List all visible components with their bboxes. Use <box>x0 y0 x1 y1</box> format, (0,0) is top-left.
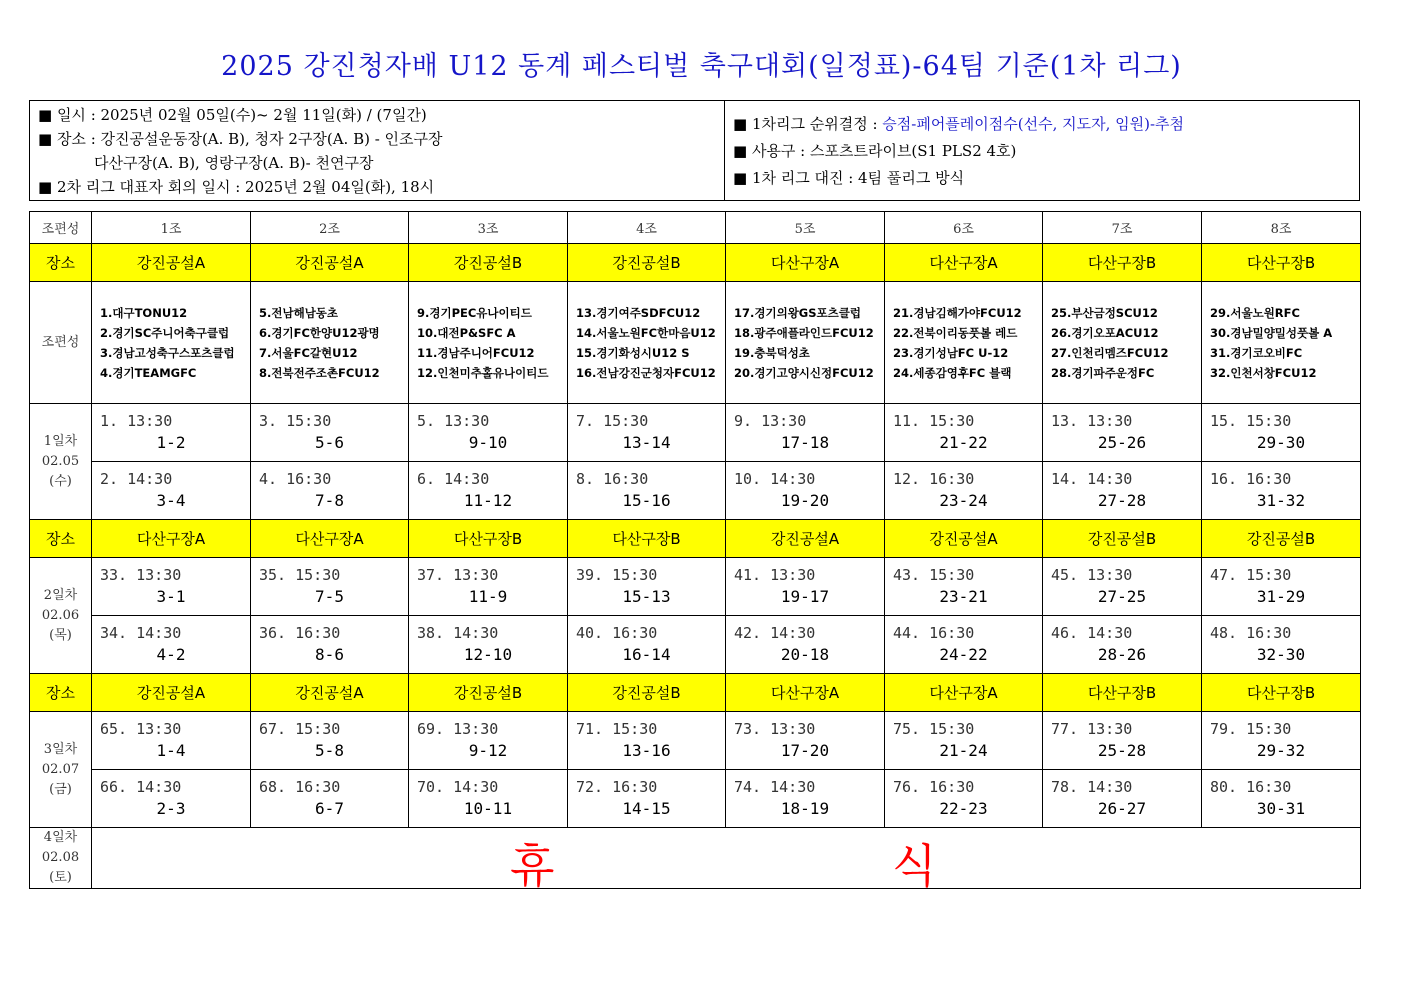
team-name: 18.광주애플라인드FCU12 <box>734 325 874 340</box>
match-time: 79. 15:30 <box>1210 720 1292 738</box>
match-pair: 25-26 <box>1097 433 1147 452</box>
match-pair: 15-13 <box>622 587 671 606</box>
venue-cell: 강진공설B <box>1202 520 1361 558</box>
day-label <box>30 558 92 674</box>
info-format: ■ 1차 리그 대진 : 4팀 풀리그 방식 <box>733 169 965 187</box>
match-pair: 21-24 <box>939 741 988 760</box>
match-time: 16. 16:30 <box>1210 470 1292 488</box>
match-cell <box>251 558 409 616</box>
match-cell <box>1043 462 1202 520</box>
match-cell <box>251 712 409 770</box>
group-header: 1조 <box>92 212 251 244</box>
venue-cell: 다산구장B <box>1043 244 1202 282</box>
match-time: 6. 14:30 <box>417 470 490 488</box>
venue-cell: 강진공설B <box>409 674 568 712</box>
team-list-cell <box>1043 282 1202 404</box>
info-left <box>30 101 725 200</box>
team-list <box>251 303 408 383</box>
match-cell <box>1202 770 1361 828</box>
team-name: 20.경기고양시신정FCU12 <box>734 365 874 380</box>
match-cell <box>885 616 1043 674</box>
match-cell <box>409 404 568 462</box>
teams-label: 조편성 <box>30 282 92 404</box>
day-label-line: 02.07 <box>41 761 80 777</box>
schedule-table <box>29 211 1361 893</box>
day-label-line: (목) <box>49 627 72 643</box>
venue-label: 장소 <box>30 520 92 558</box>
match-time: 12. 16:30 <box>893 470 975 488</box>
match-time: 80. 16:30 <box>1210 778 1292 796</box>
day-label-line: (수) <box>49 473 72 489</box>
match-row <box>30 616 1361 674</box>
match-pair: 17-18 <box>780 433 830 452</box>
match-pair: 11-9 <box>468 587 508 606</box>
match-pair: 9-12 <box>468 741 508 760</box>
team-name: 24.세종감영후FC 블랙 <box>893 365 1012 380</box>
match-pair: 30-31 <box>1256 799 1306 818</box>
match-pair: 21-22 <box>939 433 988 452</box>
rest-char-2: 식 <box>892 839 937 893</box>
team-name: 23.경기성남FC U-12 <box>893 345 1009 360</box>
match-time: 9. 13:30 <box>734 412 807 430</box>
match-cell <box>1202 712 1361 770</box>
team-list <box>92 303 250 383</box>
day-label <box>30 712 92 828</box>
match-time: 46. 14:30 <box>1051 624 1133 642</box>
match-pair: 19-20 <box>780 491 830 510</box>
rest-day-label-line: 4일차 <box>43 830 78 845</box>
match-time: 36. 16:30 <box>259 624 341 642</box>
team-name: 10.대전P&SFC A <box>417 325 516 340</box>
match-pair: 12-10 <box>463 645 513 664</box>
match-pair: 20-18 <box>780 645 830 664</box>
venue-cell: 다산구장B <box>568 520 726 558</box>
match-cell <box>568 712 726 770</box>
team-name: 17.경기의왕GS포츠클럽 <box>734 305 861 320</box>
match-time: 15. 15:30 <box>1210 412 1292 430</box>
day-label-line: 02.06 <box>41 607 80 623</box>
match-pair: 23-24 <box>939 491 988 510</box>
match-time: 5. 13:30 <box>417 412 490 430</box>
rest-char-1: 휴 <box>510 839 555 893</box>
team-name: 25.부산금정SCU12 <box>1051 305 1158 320</box>
info-meeting: ■ 2차 리그 대표자 회의 일시 : 2025년 2월 04일(화), 18시 <box>38 178 435 196</box>
rest-row <box>30 828 1361 889</box>
rest-day-label-line: (토) <box>49 870 72 885</box>
venue-cell: 강진공설A <box>92 674 251 712</box>
team-name: 32.인천서창FCU12 <box>1210 365 1317 380</box>
group-header: 5조 <box>726 212 885 244</box>
match-cell <box>726 462 885 520</box>
team-name: 4.경기TEAMGFC <box>100 365 197 380</box>
group-header: 4조 <box>568 212 726 244</box>
match-cell <box>885 404 1043 462</box>
match-cell <box>92 712 251 770</box>
match-pair: 8-6 <box>315 645 344 664</box>
match-cell <box>726 558 885 616</box>
match-time: 66. 14:30 <box>100 778 182 796</box>
team-name: 3.경남고성축구스포츠클럽 <box>100 345 235 360</box>
day-label <box>30 404 92 520</box>
match-time: 34. 14:30 <box>100 624 182 642</box>
day-label-line: 1일차 <box>43 433 78 449</box>
match-cell <box>1043 712 1202 770</box>
match-time: 3. 15:30 <box>259 412 332 430</box>
match-cell <box>92 770 251 828</box>
match-pair: 31-29 <box>1256 587 1306 606</box>
team-name: 16.전남강진군청자FCU12 <box>576 365 716 380</box>
group-header: 8조 <box>1202 212 1361 244</box>
match-time: 77. 13:30 <box>1051 720 1133 738</box>
team-list-cell <box>1202 282 1361 404</box>
match-cell <box>568 558 726 616</box>
match-cell <box>1043 404 1202 462</box>
team-name: 1.대구TONU12 <box>100 305 188 320</box>
rest-day-label-line: 02.08 <box>41 850 80 865</box>
match-time: 42. 14:30 <box>734 624 816 642</box>
match-time: 48. 16:30 <box>1210 624 1292 642</box>
match-time: 1. 13:30 <box>100 412 173 430</box>
group-header-row <box>30 212 1361 244</box>
venue-cell: 다산구장B <box>1043 674 1202 712</box>
day-label-line: (금) <box>49 781 72 797</box>
match-pair: 3-4 <box>156 491 186 510</box>
match-time: 11. 15:30 <box>893 412 975 430</box>
info-box <box>29 100 1360 201</box>
match-time: 10. 14:30 <box>734 470 816 488</box>
match-cell <box>409 462 568 520</box>
match-pair: 16-14 <box>622 645 671 664</box>
match-pair: 15-16 <box>622 491 671 510</box>
team-list-cell <box>92 282 251 404</box>
match-pair: 13-14 <box>622 433 671 452</box>
match-pair: 9-10 <box>468 433 508 452</box>
match-pair: 32-30 <box>1256 645 1306 664</box>
team-list-cell <box>568 282 726 404</box>
match-time: 70. 14:30 <box>417 778 499 796</box>
match-cell <box>726 770 885 828</box>
match-pair: 13-16 <box>622 741 671 760</box>
venue-cell: 다산구장A <box>92 520 251 558</box>
venue-cell: 다산구장A <box>251 520 409 558</box>
team-name: 8.전북전주조촌FCU12 <box>259 365 380 380</box>
match-pair: 11-12 <box>463 491 513 510</box>
match-cell <box>1202 404 1361 462</box>
match-cell <box>251 462 409 520</box>
match-pair: 1-2 <box>156 433 186 452</box>
venue-row <box>30 520 1361 558</box>
venue-cell: 강진공설B <box>568 244 726 282</box>
team-name: 31.경기코오비FC <box>1210 345 1303 360</box>
match-cell <box>885 770 1043 828</box>
team-list-cell <box>885 282 1043 404</box>
match-cell <box>409 712 568 770</box>
match-time: 65. 13:30 <box>100 720 182 738</box>
team-name: 29.서울노원RFC <box>1210 305 1300 320</box>
match-cell <box>726 712 885 770</box>
match-cell <box>726 616 885 674</box>
match-pair: 18-19 <box>780 799 830 818</box>
teams-row <box>30 282 1361 404</box>
match-pair: 26-27 <box>1097 799 1147 818</box>
venue-label: 장소 <box>30 244 92 282</box>
team-name: 6.경기FC한양U12광명 <box>259 325 380 340</box>
match-time: 43. 15:30 <box>893 566 975 584</box>
match-cell <box>251 616 409 674</box>
match-cell <box>409 558 568 616</box>
match-time: 37. 13:30 <box>417 566 499 584</box>
match-pair: 6-7 <box>315 799 344 818</box>
venue-cell: 다산구장B <box>409 520 568 558</box>
match-pair: 4-2 <box>156 645 186 664</box>
team-name: 26.경기오포ACU12 <box>1051 325 1159 340</box>
match-pair: 29-32 <box>1256 741 1306 760</box>
team-name: 9.경기PEC유나이티드 <box>417 305 532 320</box>
venue-cell: 다산구장A <box>885 674 1043 712</box>
info-venues: ■ 장소 : 강진공설운동장(A. B), 청자 2구장(A. B) - 인조구장 <box>38 130 443 148</box>
match-time: 72. 16:30 <box>576 778 658 796</box>
match-time: 39. 15:30 <box>576 566 658 584</box>
match-row <box>30 462 1361 520</box>
match-cell <box>885 462 1043 520</box>
ranking-label: ■ 1차리그 순위결정 : <box>733 115 883 133</box>
team-name: 28.경기파주운정FC <box>1051 365 1155 380</box>
team-name: 5.전남해남동초 <box>259 305 339 320</box>
match-pair: 7-5 <box>315 587 344 606</box>
match-time: 73. 13:30 <box>734 720 816 738</box>
match-time: 13. 13:30 <box>1051 412 1133 430</box>
group-header: 7조 <box>1043 212 1202 244</box>
match-cell <box>1202 558 1361 616</box>
team-list-cell <box>726 282 885 404</box>
venue-cell: 강진공설A <box>251 244 409 282</box>
match-time: 33. 13:30 <box>100 566 182 584</box>
match-time: 7. 15:30 <box>576 412 649 430</box>
team-name: 2.경기SC주니어축구클럽 <box>100 325 230 340</box>
match-cell <box>726 404 885 462</box>
info-venues-cont: 다산구장(A. B), 영랑구장(A. B)- 천연구장 <box>94 154 374 172</box>
match-pair: 23-21 <box>939 587 988 606</box>
team-list-cell <box>409 282 568 404</box>
team-name: 21.경남김해가야FCU12 <box>893 305 1022 320</box>
match-pair: 2-3 <box>156 799 186 818</box>
match-time: 75. 15:30 <box>893 720 975 738</box>
group-header-label: 조편성 <box>30 212 92 244</box>
match-row <box>30 558 1361 616</box>
team-name: 27.인천리멤즈FCU12 <box>1051 345 1169 360</box>
team-list <box>409 303 567 383</box>
venue-cell: 다산구장B <box>1202 674 1361 712</box>
match-row <box>30 770 1361 828</box>
group-header: 2조 <box>251 212 409 244</box>
match-cell <box>1202 616 1361 674</box>
match-time: 78. 14:30 <box>1051 778 1133 796</box>
rest-day-label <box>30 828 92 889</box>
match-time: 71. 15:30 <box>576 720 658 738</box>
match-pair: 7-8 <box>315 491 344 510</box>
match-cell <box>568 616 726 674</box>
day-label-line: 2일차 <box>43 587 78 603</box>
venue-row <box>30 674 1361 712</box>
info-ball: ■ 사용구 : 스포츠트라이브(S1 PLS2 4호) <box>733 142 1017 160</box>
match-time: 14. 14:30 <box>1051 470 1133 488</box>
match-time: 4. 16:30 <box>259 470 332 488</box>
match-pair: 17-20 <box>780 741 830 760</box>
match-pair: 25-28 <box>1097 741 1147 760</box>
match-time: 47. 15:30 <box>1210 566 1292 584</box>
match-time: 38. 14:30 <box>417 624 499 642</box>
match-pair: 29-30 <box>1256 433 1306 452</box>
team-name: 19.충북덕성초 <box>734 345 810 360</box>
team-list <box>885 303 1042 383</box>
match-pair: 5-6 <box>315 433 344 452</box>
team-name: 7.서울FC갈현U12 <box>259 345 358 360</box>
venue-cell: 강진공설A <box>885 520 1043 558</box>
match-time: 2. 14:30 <box>100 470 173 488</box>
match-time: 68. 16:30 <box>259 778 341 796</box>
match-cell <box>92 462 251 520</box>
venue-cell: 강진공설A <box>251 674 409 712</box>
venue-cell: 다산구장A <box>885 244 1043 282</box>
match-row <box>30 404 1361 462</box>
venue-cell: 다산구장B <box>1202 244 1361 282</box>
info-ranking <box>733 111 1359 138</box>
venue-cell: 강진공설A <box>92 244 251 282</box>
match-cell <box>251 404 409 462</box>
match-cell <box>92 404 251 462</box>
match-cell <box>1202 462 1361 520</box>
venue-cell: 강진공설B <box>1043 520 1202 558</box>
venue-cell: 다산구장A <box>726 674 885 712</box>
match-time: 67. 15:30 <box>259 720 341 738</box>
group-header: 3조 <box>409 212 568 244</box>
match-time: 74. 14:30 <box>734 778 816 796</box>
rest-cell <box>92 828 1361 893</box>
team-name: 13.경기여주SDFCU12 <box>576 305 701 320</box>
match-pair: 5-8 <box>315 741 344 760</box>
match-cell <box>885 558 1043 616</box>
match-pair: 3-1 <box>156 587 186 606</box>
match-cell <box>885 712 1043 770</box>
venue-cell: 다산구장A <box>726 244 885 282</box>
venue-cell: 강진공설B <box>409 244 568 282</box>
match-pair: 14-15 <box>622 799 671 818</box>
match-pair: 22-23 <box>939 799 988 818</box>
match-pair: 10-11 <box>463 799 513 818</box>
match-cell <box>409 616 568 674</box>
match-pair: 28-26 <box>1097 645 1147 664</box>
match-cell <box>409 770 568 828</box>
match-pair: 31-32 <box>1256 491 1306 510</box>
match-cell <box>1043 770 1202 828</box>
info-dates: ■ 일시 : 2025년 02월 05일(수)~ 2월 11일(화) / (7일간) <box>38 106 427 124</box>
match-pair: 19-17 <box>780 587 830 606</box>
match-time: 44. 16:30 <box>893 624 975 642</box>
match-cell <box>92 558 251 616</box>
team-name: 11.경남주니어FCU12 <box>417 345 535 360</box>
match-pair: 24-22 <box>939 645 988 664</box>
info-right <box>725 101 1359 200</box>
venue-cell: 강진공설A <box>726 520 885 558</box>
match-time: 76. 16:30 <box>893 778 975 796</box>
match-cell <box>568 770 726 828</box>
team-name: 15.경기화성시U12 S <box>576 345 690 360</box>
page-title: 2025 강진청자배 U12 동계 페스티벌 축구대회(일정표)-64팀 기준(1차 리그) <box>221 51 1182 82</box>
match-cell <box>568 462 726 520</box>
match-time: 41. 13:30 <box>734 566 816 584</box>
team-name: 30.경남밀양밀성풋볼 A <box>1210 325 1333 340</box>
schedule-body <box>30 212 1361 893</box>
team-name: 14.서울노원FC한마음U12 <box>576 325 716 340</box>
match-time: 45. 13:30 <box>1051 566 1133 584</box>
day-label-line: 02.05 <box>41 453 80 469</box>
venue-label: 장소 <box>30 674 92 712</box>
ranking-value: 승점-페어플레이점수(선수, 지도자, 임원)-추첨 <box>882 115 1185 133</box>
team-list <box>1202 303 1360 383</box>
match-cell <box>92 616 251 674</box>
team-list-cell <box>251 282 409 404</box>
match-cell <box>1043 616 1202 674</box>
match-cell <box>568 404 726 462</box>
match-time: 40. 16:30 <box>576 624 658 642</box>
team-list <box>726 303 884 383</box>
match-time: 69. 13:30 <box>417 720 499 738</box>
match-pair: 1-4 <box>156 741 186 760</box>
match-pair: 27-28 <box>1097 491 1147 510</box>
day-label-line: 3일차 <box>43 741 78 757</box>
match-time: 35. 15:30 <box>259 566 341 584</box>
team-name: 22.전북이리동풋볼 레드 <box>893 325 1018 340</box>
team-list <box>1043 303 1201 383</box>
match-cell <box>1043 558 1202 616</box>
match-row <box>30 712 1361 770</box>
team-list <box>568 303 725 383</box>
group-header: 6조 <box>885 212 1043 244</box>
match-time: 8. 16:30 <box>576 470 649 488</box>
team-name: 12.인천미추홀유나이티드 <box>417 365 549 380</box>
match-cell <box>251 770 409 828</box>
venue-cell: 강진공설B <box>568 674 726 712</box>
match-pair: 27-25 <box>1097 587 1147 606</box>
venue-row <box>30 244 1361 282</box>
